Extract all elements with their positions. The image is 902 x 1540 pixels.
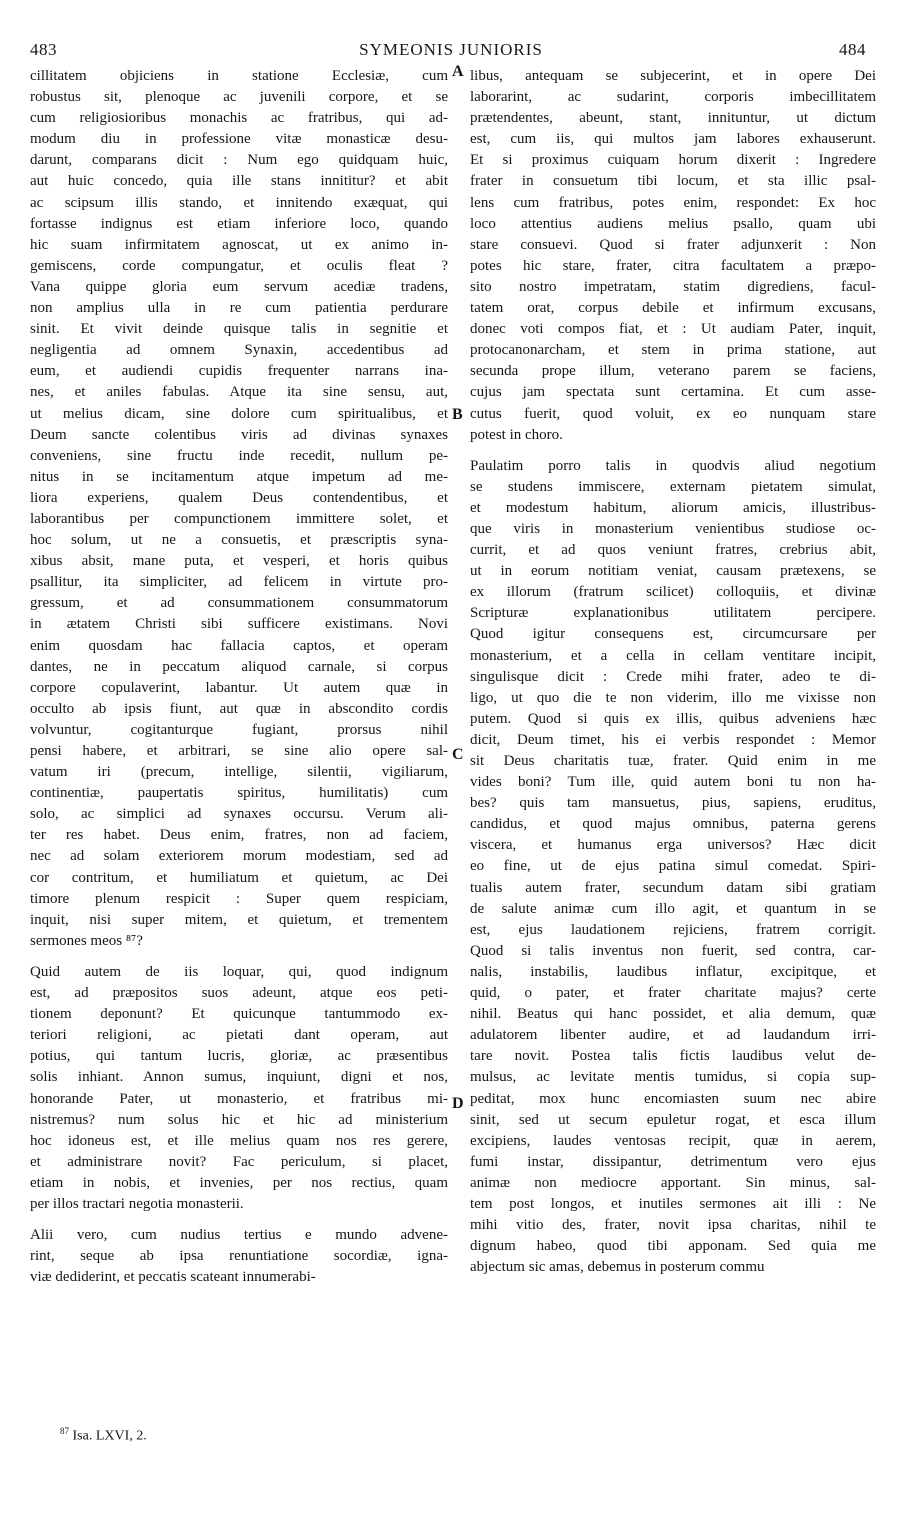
- text-line: ligo, ut quo die te non viderim, illo me vixisse non: [470, 689, 876, 706]
- text-line: modum diu in professione vitæ monasticæ desu-: [30, 131, 448, 148]
- margin-letter-b: B: [452, 406, 463, 423]
- left-text-column: [30, 66, 448, 1288]
- text-line: mihi vitio des, frater, novit ipsa charitas, nihil te: [470, 1217, 876, 1234]
- text-line: continentiæ, paupertatis spiritus, humilitatis) cum: [30, 785, 448, 802]
- text-line: aut huic concedo, quia ille stans innititur? et abit: [30, 173, 448, 190]
- text-line: pensi habere, et arbitrari, se sine alio opere sal-: [30, 743, 448, 759]
- text-line: nalis, instabilis, laudibus inflatur, excipitque, et: [470, 963, 876, 980]
- text-line: viscera, et humanus erga universos? Hæc dicit: [470, 837, 876, 854]
- text-line: candidus, et quod majus omnibus, paterna gerens: [470, 816, 876, 833]
- text-line: sit Deus charitatis tuæ, frater. Quid enim in me: [470, 753, 876, 769]
- text-line: vatum iri (precum, intellige, silentii, vigiliarum,: [30, 764, 448, 781]
- text-line: potes hic stare, frater, citra facultatem a præpo-: [470, 257, 876, 274]
- text-line: ut melius dicam, sine dolore cum spiritualibus, et: [30, 405, 448, 422]
- text-line: et administrare novit? Fac periculum, si placet,: [30, 1153, 448, 1170]
- right-text-column: [470, 66, 876, 1278]
- text-line: viæ dediderint, et peccatis scateant innumerabi-: [30, 1269, 316, 1286]
- text-line: se studens immiscere, externam pietatem simulat,: [470, 478, 876, 495]
- text-line: psallitur, ita simpliciter, ad felicem in virtute pro-: [30, 574, 448, 591]
- text-line: timore plenum respicit : Super quem respiciam,: [30, 890, 448, 907]
- footnote-number: 87: [60, 1426, 69, 1436]
- text-line: volvuntur, cogitanturque fugiant, prorsus nihil: [30, 721, 448, 738]
- text-line: cor contritum, et humiliatum et quietum, ac Dei: [30, 869, 448, 886]
- text-line: que viris in monasterium venientibus studiose oc-: [470, 520, 876, 537]
- text-line: Quod si talis inventus non fuerit, sed contra, car-: [470, 942, 876, 959]
- text-line: protocanonarcham, et stem in prima statione, aut: [470, 342, 876, 359]
- text-line: de salute animæ cum illo agit, et quantum in se: [470, 900, 876, 917]
- text-line: ter res habet. Deus enim, fratres, non ad faciem,: [30, 827, 448, 844]
- text-line: Scripturæ explanationibus utilitatem percipere.: [470, 605, 876, 622]
- text-line: peditat, mox hunc encomiasten suum nec abire: [470, 1090, 876, 1107]
- text-line: loco attentius audiens melius psallo, quam ubi: [470, 215, 876, 232]
- text-line: honorande Pater, ut monasterio, et fratribus mi-: [30, 1090, 448, 1107]
- text-line: fumi instar, dissipantur, detrimentum vero ejus: [470, 1153, 876, 1170]
- text-line: darunt, comparans dicit : Num ego quidquam huic,: [30, 152, 448, 169]
- text-line: xibus absit, mane puta, et vesperi, et horis quibus: [30, 553, 448, 570]
- text-line: cum religiosioribus monachis ac fratribus, qui ad-: [30, 110, 448, 127]
- text-line: ac scipsum illis stando, et innitendo exæquat, qui: [30, 194, 448, 211]
- text-line: nitus in se incitamentum atque impetum ad me-: [30, 468, 448, 485]
- left-page-number: 483: [30, 40, 57, 59]
- footnote-text: Isa. LXVI, 2.: [72, 1428, 147, 1444]
- text-line: nec ad solam exteriorem morum modestiam, sed ad: [30, 848, 448, 865]
- text-line: lens cum fratribus, potes enim, respondet: Ex hoc: [470, 194, 876, 211]
- text-line: cutus fuerit, quod voluit, ex eo nunquam stare: [470, 405, 876, 422]
- text-line: eum, et audiendi cupidis frequenter narrans ina-: [30, 363, 448, 380]
- text-line: abjectum sic amas, debemus in posterum commu: [470, 1259, 765, 1276]
- text-line: conveniens, sine fructu inde recedit, nullum pe-: [30, 447, 448, 464]
- text-line: stare consuevi. Quod si frater adjunxerit : Non: [470, 236, 876, 253]
- text-line: occulto ab ipsis fiunt, aut quæ in abscondito cordis: [30, 700, 448, 717]
- paragraph-gap: [30, 1215, 448, 1225]
- text-line: negligentia ad omnem Synaxin, accedentibus ad: [30, 342, 448, 359]
- text-line: per illos tractari negotia monasterii.: [30, 1195, 244, 1212]
- text-line: Paulatim porro talis in quodvis aliud negotium: [470, 457, 876, 474]
- text-line: Quod igitur consequens est, circumcursare per: [470, 626, 876, 643]
- text-line: est, ejus laudationem rejiciens, fratrem corrigit.: [470, 921, 876, 938]
- text-line: dicit, Deum timet, his ei verbis respondet : Memor: [470, 731, 876, 748]
- footnote: [60, 1426, 147, 1445]
- text-line: robustus sit, plenoque ac juvenili corpore, et se: [30, 89, 448, 106]
- text-line: sinit. Et vivit deinde quisque talis in segnitie et: [30, 321, 448, 338]
- paragraph-gap: [470, 446, 876, 456]
- text-line: ex illorum (fratrum scilicet) colloquiis, et divinæ: [470, 584, 876, 601]
- text-line: sinit, sed ut secum epuletur rogat, et esca illum: [470, 1111, 876, 1128]
- text-line: hic suam infirmitatem agnoscat, ut ex animo in-: [30, 236, 448, 253]
- text-line: teriori religioni, ac pietati dant operam, aut: [30, 1027, 448, 1044]
- text-line: tem post longos, et inutiles sermones ait illi : Ne: [470, 1195, 876, 1212]
- text-line: animæ non mediocre apportant. Sin minus, sal-: [470, 1174, 876, 1191]
- text-line: dantes, ne in peccatum aliquod carnale, si corpus: [30, 658, 448, 675]
- text-line: cillitatem objiciens in statione Ecclesiæ, cum: [30, 68, 448, 84]
- text-line: putem. Quod si quis ex illis, quibus adveniens hæc: [470, 710, 876, 727]
- text-line: currit, et ad quos veniunt fratres, crebrius abit,: [470, 542, 876, 559]
- text-line: bes? quis tam mansuetus, pius, sapiens, eruditus,: [470, 795, 876, 812]
- text-line: nes, et aniles fabulas. Atque ita sine sensu, aut,: [30, 384, 448, 401]
- text-line: cujus jam spectata sunt certamina. Et cum asse-: [470, 384, 876, 401]
- margin-letter-c: C: [452, 746, 464, 763]
- text-line: gressum, et ad consummationem consummatorum: [30, 595, 448, 612]
- text-line: sermones meos ⁸⁷?: [30, 932, 143, 949]
- text-line: rint, seque ab ipsa renuntiatione socordiæ, igna-: [30, 1248, 448, 1265]
- text-line: hoc solum, ut ne a consuetis, et præscriptis syna-: [30, 532, 448, 549]
- text-line: Et si proximus cuiquam horum dixerit : Ingredere: [470, 152, 876, 169]
- text-line: laborantibus per compunctionem immittere solet, et: [30, 510, 448, 527]
- text-line: potest in choro.: [470, 426, 563, 443]
- text-line: inquit, nisi super mitem, et quietum, et trementem: [30, 911, 448, 928]
- text-line: mulsus, ac levitate mentis tumidus, si copia sup-: [470, 1069, 876, 1086]
- margin-letter-d: D: [452, 1095, 464, 1112]
- text-line: tatem orat, corpus debile et infirmum excusans,: [470, 300, 876, 317]
- text-line: solis inhiant. Annon sumus, inquiunt, digni et nos,: [30, 1069, 448, 1086]
- text-line: monasterium, et a cella in cellam ventitare incipit,: [470, 647, 876, 664]
- text-line: solo, ac simplici ad synaxes occursu. Verum ali-: [30, 806, 448, 823]
- text-line: laborarint, ac sudarint, corporis imbecillitatem: [470, 89, 876, 106]
- text-line: ut in eorum notitiam veniat, causam prætexens, se: [470, 563, 876, 580]
- margin-letter-a: A: [452, 63, 464, 80]
- text-line: fortasse indignus est etiam inferiore loco, quando: [30, 215, 448, 232]
- text-line: tare novit. Postea talis fictis laudibus velut de-: [470, 1048, 876, 1065]
- text-line: vides boni? Tum ille, quid autem boni tu non ha-: [470, 774, 876, 791]
- text-line: est, cum iis, qui multos jam labores exhauserunt.: [470, 131, 876, 148]
- text-line: nihil. Beatus qui hanc possidet, et alia demum, quæ: [470, 1006, 876, 1023]
- text-line: hoc idoneus est, et ille melius quam nos res gerere,: [30, 1132, 448, 1149]
- text-line: liora experiens, qualem Deus contendentibus, et: [30, 489, 448, 506]
- text-line: enim quosdam hac fallacia captos, et operam: [30, 637, 448, 654]
- text-line: nistremus? num solus hic et hic ad ministerium: [30, 1111, 448, 1128]
- text-line: donec voti compos fiat, et : Ut audiam Pater, inquit,: [470, 321, 876, 338]
- paragraph-gap: [30, 952, 448, 962]
- text-line: dignum habeo, quod tibi apponam. Sed quia me: [470, 1238, 876, 1255]
- text-line: eo fine, ut de ejus patina simul comedat. Spiri-: [470, 858, 876, 875]
- text-line: Alii vero, cum nudius tertius e mundo advene-: [30, 1227, 448, 1244]
- page-header: [0, 40, 902, 64]
- text-line: prætendentes, abeunt, stant, innituntur, ut dictum: [470, 110, 876, 127]
- text-line: quid, o pater, et frater charitate majus? certe: [470, 985, 876, 1002]
- running-title: SYMEONIS JUNIORIS: [359, 40, 543, 59]
- text-line: est, ad præpositos suos adeunt, atque eos peti-: [30, 985, 448, 1002]
- text-line: tualis autem frater, secundum datam sibi gratiam: [470, 879, 876, 896]
- text-line: potius, qui tantum lucris, gloriæ, ac præsentibus: [30, 1048, 448, 1065]
- text-line: in ætatem Christi sibi sufficere existimans. Novi: [30, 616, 448, 633]
- text-line: etiam in nobis, et invenies, per nos rectius, quam: [30, 1174, 448, 1191]
- text-line: Quid autem de iis loquar, qui, quod indignum: [30, 963, 448, 980]
- right-page-number: 484: [839, 40, 866, 59]
- text-line: et modestum habitum, aliorum amicis, illustribus-: [470, 499, 876, 516]
- text-line: Deum sancte colentibus viris ad divinas synaxes: [30, 426, 448, 443]
- text-line: secunda prope illum, veterano parem se faciens,: [470, 363, 876, 380]
- text-line: sito nostro impetratam, statim digrediens, facul-: [470, 278, 876, 295]
- text-line: singulisque dicit : Crede mihi frater, adeo te di-: [470, 668, 876, 685]
- text-line: non amplius ulla in re cum patientia perdurare: [30, 300, 448, 317]
- text-line: gemiscens, corde compungatur, et oculis fleat ?: [30, 257, 448, 274]
- text-line: tionem deponunt? Et quicunque tantummodo ex-: [30, 1006, 448, 1023]
- text-line: libus, antequam se subjecerint, et in opere Dei: [470, 68, 876, 84]
- text-line: Vana quippe gloria eum servum acediæ tradens,: [30, 278, 448, 295]
- text-line: adulatorem libenter audire, et ad laudandum irri-: [470, 1027, 876, 1044]
- text-line: frater in consuetum tibi locum, et sta illic psal-: [470, 173, 876, 190]
- text-line: corpore copulaverint, labantur. Ut autem quæ in: [30, 679, 448, 696]
- text-line: excipiens, laudes ventosas recipit, quæ in aerem,: [470, 1132, 876, 1149]
